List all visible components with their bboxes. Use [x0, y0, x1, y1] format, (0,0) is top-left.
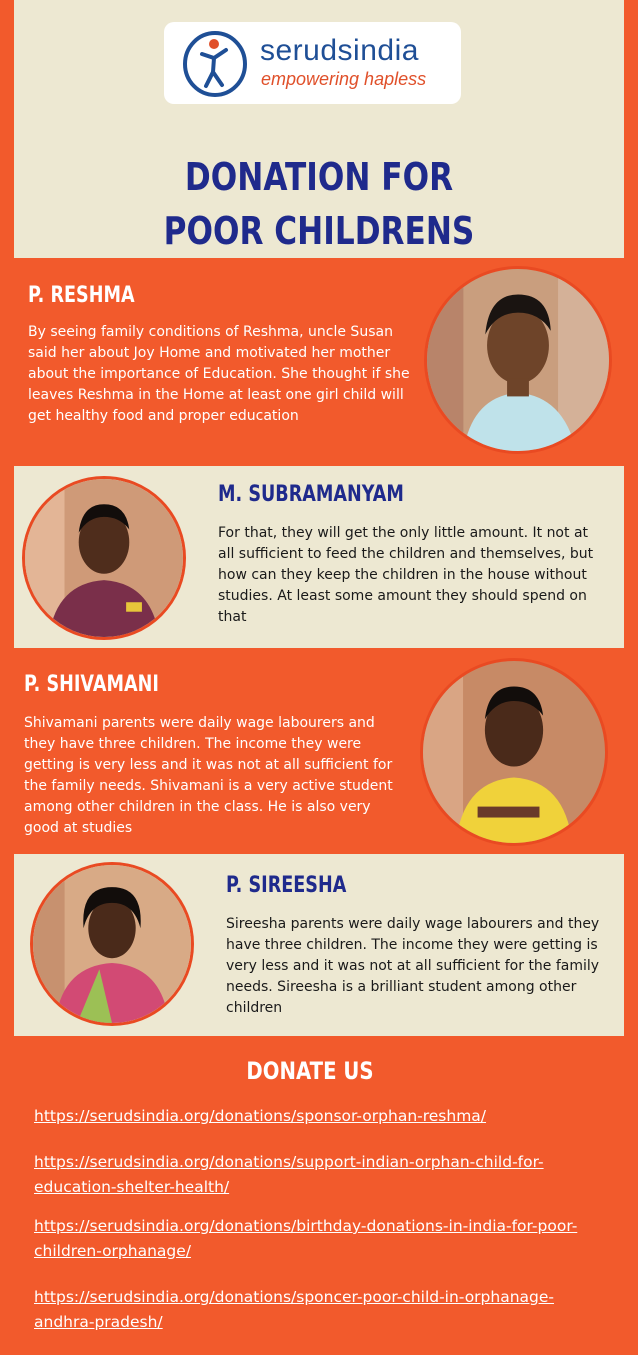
child-photo-sireesha — [30, 862, 194, 1026]
donation-link-4[interactable]: https://serudsindia.org/donations/sponcer-poor-child-in-orphanage-andhra-pradesh/ — [34, 1288, 554, 1331]
child-story-subramanyam: For that, they will get the only little amount. It not at all sufficient to feed the children and themselves, but how can they keep the children in the house without studies. At least some amount they should spend on that — [218, 525, 594, 625]
child-name-sireesha: P. SIREESHA — [226, 873, 347, 898]
donation-link-3[interactable]: https://serudsindia.org/donations/birthday-donations-in-india-for-poor-children-orphanage/ — [34, 1217, 578, 1260]
child-photo-shivamani — [420, 658, 608, 846]
child-story-shivamani: Shivamani parents were daily wage labourers and they have three children. The income they were getting is very less and it was not at all sufficient for the family needs. Shivamani is a very active student among other children in the class. He is also very good at studies — [24, 715, 393, 836]
child-story-reshma: By seeing family conditions of Reshma, uncle Susan said her about Joy Home and motivated her mother about the importance of Education. She thought if she leaves Reshma in the Home at least one girl child will get healthy food and proper education — [28, 324, 410, 424]
donation-link-2[interactable]: https://serudsindia.org/donations/support-indian-orphan-child-for-education-shelter-health/ — [34, 1153, 544, 1196]
child-photo-subramanyam — [22, 476, 186, 640]
brand-name: serudsindia — [260, 34, 419, 67]
child-name-shivamani: P. SHIVAMANI — [24, 672, 159, 697]
logo[interactable] — [164, 22, 461, 104]
page-title — [57, 150, 580, 258]
brand-tagline: empowering hapless — [261, 69, 427, 89]
logo-figure-icon — [180, 28, 250, 98]
donate-title: DONATE US — [246, 1057, 374, 1085]
page-title-line1: DONATION FOR — [184, 155, 454, 199]
child-name-reshma: P. RESHMA — [28, 283, 135, 308]
child-story-sireesha: Sireesha parents were daily wage labourers and they have three children. The income they were getting is very less and it was not at all sufficient for the family needs. Sireesha is a brilliant student among other children — [226, 916, 600, 1016]
donation-link-1[interactable]: https://serudsindia.org/donations/sponsor-orphan-reshma/ — [34, 1107, 487, 1125]
child-photo-reshma — [424, 266, 612, 454]
page-title-line2: POOR CHILDRENS — [163, 209, 475, 253]
child-name-subramanyam: M. SUBRAMANYAM — [218, 482, 404, 507]
